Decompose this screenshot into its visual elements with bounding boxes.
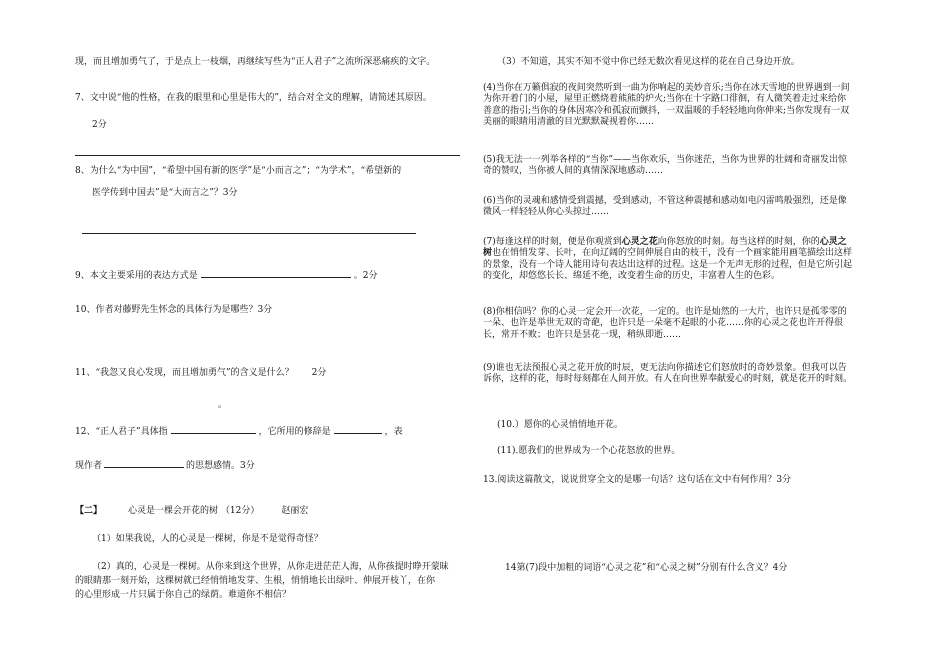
- paragraph-10: (10.）愿你的心灵悄悄地开花。: [497, 420, 623, 430]
- section-title: 心灵是一棵会开花的树 （12分）: [128, 506, 260, 516]
- question-9-text: 9、本文主要采用的表达方式是: [75, 271, 198, 281]
- paragraph-2-line: 的眼睛那一刻开始，这棵树就已经悄悄地发芽、生根，悄悄地长出绿叶、伸展开枝丫，在你: [75, 576, 436, 586]
- blank-field[interactable]: [104, 459, 184, 468]
- question-14: 14第(7)段中加粗的词语“心灵之花”和“心灵之树”分别有什么含义？4分: [505, 563, 788, 573]
- question-13: 13.阅读这篇散文，说说贯穿全文的是哪一句话？这句话在文中有何作用？3分: [483, 475, 792, 485]
- paragraph-4: (4)当你在万籁俱寂的夜间突然听到一曲为你响起的美妙音乐;当你在冰天雪地的世界遇到一间为你开着门的小屋，屋里正燃烧着熊熊的炉火;当你在十字路口徘徊，有人微笑着走过来给你善意的指引;当你的身体因寒冷和孤寂而颤抖，一双温暖的手轻轻地向你伸来;当你发现有一双美丽的眼睛用清澈的目光默默凝视着你……: [483, 83, 850, 127]
- section-header: [75, 506, 308, 517]
- paragraph-7-text: 向你怒放的时刻。每当这样的时刻，你的: [657, 237, 820, 247]
- question-7: 7、文中说“他的性格，在我的眼里和心里是伟大的”，结合对全文的理解，请简述其原因。: [75, 93, 432, 103]
- paragraph-6: (6)当你的灵魂和感情受到震撼，受到感动，不管这种震撼和感动如电闪雷鸣般强烈，还是像微风一样轻轻从你心头掠过……: [483, 196, 847, 218]
- paragraph-7: [483, 237, 855, 282]
- bold-term-tree: 心灵之树: [483, 237, 847, 259]
- question-12-text5: 的思想感情。3分: [186, 461, 255, 471]
- paragraph-2-line: 的心里形成一片只属于你自己的绿荫。难道你不相信？: [75, 590, 292, 600]
- question-12-cont: [75, 459, 255, 472]
- question-12-text: 12、“正人君子”具体指: [75, 427, 168, 437]
- paragraph-8: (8)你相信吗？你的心灵一定会开一次花，一定的。也许是灿然的一大片，也许只是孤零零的一朵、也许是举世无双的奇葩，也许只是一朵毫不起眼的小花……你的心灵之花也许开得很长，常开不败；也许只是昙花一现，稍纵即逝……: [483, 307, 847, 340]
- text-line: 现，而且增加勇气了，于是点上一枝烟，再继续写些为“正人君子”之流所深恶痛疾的文字。: [75, 57, 436, 67]
- paragraph-9: (9)谁也无法预报心灵之花开放的时辰，更无法向你描述它们怒放时的奇妙景象。但我可以告诉你，这样的花，每时每刻都在人间开放。有人在向世界奉献爱心的时刻，就是花开的时刻。: [483, 363, 853, 385]
- question-12-text3: ，表: [384, 427, 403, 437]
- question-8: 8、为什么“为中国”，“希望中国有新的医学”是“小而言之”；“为学术”，“希望新的: [75, 166, 402, 176]
- section-author: 赵丽宏: [281, 506, 309, 516]
- paragraph-5: (5)我无法一一列举各样的“当你”——当你欢乐，当你迷茫，当你为世界的壮阔和奇丽发出惊奇的赞叹，当你被人间的真情深深地感动……: [483, 155, 847, 177]
- paragraph-7-text: (7)每逢这样的时刻，便是你观赏到: [483, 237, 622, 247]
- paragraph-11: (11).愿我们的世界成为一个心花怒放的世界。: [497, 446, 681, 456]
- question-12-text4: 现作者: [75, 461, 103, 471]
- question-10: 10、作者对藤野先生怀念的具体行为是哪些？3分: [75, 305, 273, 315]
- paragraph-7-text: 也在悄悄发芽、长叶，在向辽阔的空间伸展自由的枝干，没有一个画家能用画笔描绘出这样的景象，没有一个诗人能用诗句表达出这样的过程。这是一个无声无形的过程，但是它所引起的变化，却悠悠长长、绵延不绝，改变着生命的历史，丰富着人生的色彩。: [483, 248, 853, 281]
- blank-field[interactable]: [334, 425, 382, 434]
- question-9-score: 。2分: [353, 271, 378, 281]
- question-11-score: 2分: [311, 368, 327, 378]
- section-label: 【二】: [75, 506, 103, 516]
- question-9: [75, 269, 377, 282]
- answer-line[interactable]: [75, 155, 460, 156]
- question-8-cont: 医学传到中国去”是“大而言之”？3分: [92, 188, 238, 198]
- question-11: [75, 368, 326, 379]
- answer-line[interactable]: [82, 233, 416, 234]
- blank-field[interactable]: [201, 269, 351, 278]
- question-12-text2: ，它所用的修辞是: [258, 427, 331, 437]
- stray-mark: 。: [218, 400, 228, 410]
- question-11-text: 11、“我忽又良心发现，而且增加勇气”的含义是什么？: [75, 368, 294, 378]
- paragraph-2: （2）真的，心灵是一棵树。从你来到这个世界，从你走进茫茫人海，从你孩提时睁开蒙昧: [92, 562, 449, 572]
- question-12: [75, 425, 403, 438]
- paragraph-1: （1）如果我说，人的心灵是一棵树，你是不是觉得奇怪？: [92, 534, 323, 544]
- blank-field[interactable]: [171, 425, 256, 434]
- score-label: 2分: [92, 120, 107, 130]
- paragraph-3: （3）不知道，其实不知不觉中你已经无数次看见这样的花在自己身边开放。: [497, 57, 800, 67]
- bold-term-flower: 心灵之花: [621, 237, 658, 247]
